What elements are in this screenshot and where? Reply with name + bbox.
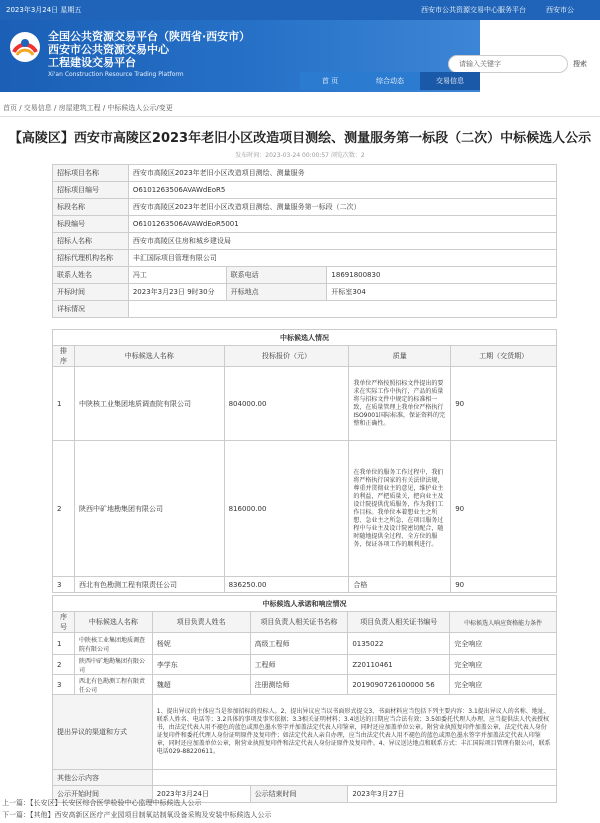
col-header: 工期（交货期） (451, 346, 557, 367)
person-cell: 魏超 (152, 675, 250, 695)
candidate-name: 陕西中矿地勘集团有限公司 (74, 441, 224, 577)
cert-cell: 工程师 (250, 655, 348, 675)
promise-table (52, 595, 557, 803)
label-cell: 详标情况 (53, 301, 129, 318)
table-row (53, 577, 557, 593)
col-header: 质量 (349, 346, 451, 367)
label-cell: 联系电话 (226, 267, 327, 284)
info-table (52, 164, 557, 318)
value-cell: 18691800830 (327, 267, 557, 284)
person-cell: 李学东 (152, 655, 250, 675)
page-title: 【高陵区】西安市高陵区2023年老旧小区改造项目测绘、测量服务第一标段（二次）中标候选人公示 (8, 131, 592, 146)
rank-cell: 1 (53, 367, 75, 441)
period-cell: 90 (451, 367, 557, 441)
rank-cell: 2 (53, 441, 75, 577)
next-article-link[interactable]: 下一篇：【其他】西安高新区医疗产业园项目制氧站制氧设备采购及安装中标候选人公示 (2, 811, 272, 819)
value-cell: 西安市高陵区住房和城乡建设局 (128, 233, 556, 250)
nav-trading[interactable]: 交易信息 (420, 72, 480, 90)
col-header: 项目负责人相关证书名称 (250, 612, 348, 633)
section-heading: 中标候选人情况 (53, 330, 557, 346)
candidate-name: 陕西中矿地勘集团有限公司 (74, 655, 152, 675)
label-cell: 提出异议的渠道和方式 (53, 695, 153, 770)
breadcrumb[interactable]: 首页 / 交易信息 / 房屋建筑工程 / 中标候选人公示/变更 (3, 104, 173, 112)
col-header: 排序 (53, 346, 75, 367)
quality-cell: 我单位严格按照招标文件提出的要求在实际工作中执行，产品的质量将与招标文件中规定的标准相一致，在质量管理上我单位严格执行ISO9001国际标准，保证资料的完整和正确性。 (349, 367, 451, 441)
col-header: 项目负责人姓名 (152, 612, 250, 633)
cert-no-cell: 0135022 (348, 633, 450, 655)
candidate-name: 西北有色勘测工程有限责任公司 (74, 577, 224, 593)
candidate-name: 中陕核工业集团地质调查院有限公司 (74, 633, 152, 655)
label-cell: 开标地点 (226, 284, 327, 301)
value-cell: 丰汇国际项目管理有限公司 (128, 250, 556, 267)
table-row (53, 695, 557, 770)
no-cell: 2 (53, 655, 75, 675)
period-cell: 90 (451, 577, 557, 593)
cert-cell: 高级工程师 (250, 633, 348, 655)
nav-news[interactable]: 综合动态 (376, 77, 404, 85)
center-title: 西安市公共资源交易中心 (48, 43, 169, 56)
quality-cell: 合格 (349, 577, 451, 593)
value-cell: O6101263506AVAWdEoR5001 (128, 216, 556, 233)
publish-meta: 发布时间：2023-03-24 00:00:57 浏览次数：2 (235, 152, 365, 159)
search-button[interactable]: 搜索 (573, 60, 587, 68)
col-header: 中标候选人响应资格能力条件 (450, 612, 557, 633)
response-cell: 完全响应 (450, 633, 557, 655)
quality-cell: 在我单位的服务工作过程中，我们将严格执行国家的有关法律法规，尊重并贯彻业主的意见，维护业主的利益，严把质量关，把向业主及设计院提供优质服务，作为我们工作目标。我单位本着想业主之所想、急业主之所急，在项目服务过程中与业主及设计院密切配合，随时随地提供全过程、全方位的服务，保证各项工作的顺利进行。 (349, 441, 451, 577)
top-bar (0, 0, 600, 20)
no-cell: 1 (53, 633, 75, 655)
price-cell: 816000.00 (224, 441, 349, 577)
english-title: Xi'an Construction Resource Trading Platform (48, 71, 184, 78)
site-logo-icon (8, 30, 42, 64)
value-cell (152, 770, 556, 786)
table-row (53, 367, 557, 441)
table-row (53, 441, 557, 577)
value-cell: 2023年3月23日 9时30分 (128, 284, 226, 301)
col-header: 中标候选人名称 (74, 346, 224, 367)
value-cell (128, 301, 556, 318)
label-cell: 招标项目编号 (53, 182, 129, 199)
rank-cell: 3 (53, 577, 75, 593)
person-cell: 杨妮 (152, 633, 250, 655)
value-cell: 西安市高陵区2023年老旧小区改造项目测绘、测量服务 (128, 165, 556, 182)
table-row (53, 675, 557, 695)
col-header: 序号 (53, 612, 75, 633)
xian-link[interactable]: 西安市公 (546, 6, 574, 14)
value-cell: O6101263506AVAWdEoR5 (128, 182, 556, 199)
period-cell: 90 (451, 441, 557, 577)
section-heading: 中标候选人承诺和响应情况 (53, 596, 557, 612)
col-header: 项目负责人相关证书编号 (348, 612, 450, 633)
table-row (53, 655, 557, 675)
value-cell: 2023年3月27日 (348, 786, 557, 803)
cert-cell: 注册测绘师 (250, 675, 348, 695)
trading-platform-title: 工程建设交易平台 (48, 56, 136, 69)
label-cell: 公示开始时间 (53, 786, 153, 803)
no-cell: 3 (53, 675, 75, 695)
col-header: 投标报价（元） (224, 346, 349, 367)
current-date: 2023年3月24日 星期五 (6, 6, 82, 14)
cert-no-cell: Z20110461 (348, 655, 450, 675)
search-input[interactable]: 请输入关键字 (448, 55, 568, 73)
price-cell: 836250.00 (224, 577, 349, 593)
label-cell: 其他公示内容 (53, 770, 153, 786)
label-cell: 标段编号 (53, 216, 129, 233)
candidates-table (52, 329, 557, 593)
cert-no-cell: 2019090726100000 56 (348, 675, 450, 695)
label-cell: 标段名称 (53, 199, 129, 216)
platform-title: 全国公共资源交易平台（陕西省·西安市） (48, 30, 251, 43)
candidate-name: 西北有色勘测工程有限责任公司 (74, 675, 152, 695)
col-header: 中标候选人名称 (74, 612, 152, 633)
main-nav (300, 72, 480, 90)
label-cell: 开标时间 (53, 284, 129, 301)
response-cell: 完全响应 (450, 675, 557, 695)
header-titles (48, 30, 250, 80)
label-cell: 招标人名称 (53, 233, 129, 250)
service-platform-link[interactable]: 西安市公共资源交易中心服务平台 (421, 6, 526, 14)
divider (0, 116, 600, 117)
candidate-name: 中陕核工业集团地质调查院有限公司 (74, 367, 224, 441)
label-cell: 招标代理机构名称 (53, 250, 129, 267)
value-cell: 开标室304 (327, 284, 557, 301)
prev-article-link[interactable]: 上一篇：【长安区】长安区综合医学检验中心监理中标候选人公示 (2, 799, 202, 807)
value-cell: 西安市高陵区2023年老旧小区改造项目测绘、测量服务第一标段（二次） (128, 199, 556, 216)
table-row (53, 633, 557, 655)
label-cell: 联系人姓名 (53, 267, 129, 284)
price-cell: 804000.00 (224, 367, 349, 441)
label-cell: 招标项目名称 (53, 165, 129, 182)
objection-text: 1、提出异议的主体应当是参加招标的投标人。2、提出异议应当以书面形式提交3、书面材料应当包括下列主要内容：3.1提出异议人的名称、地址、联系人姓名、电话等；3.2具体的事项及事实依据；3.3相关证明材料；3.4送达的日期应当合法有效；3.5如委托代理人办理，应当提供法人代表授权书，由法定代表人用不褪色的蓝色或黑色墨水签字并加盖法定代表人印鉴章，同时还应加盖单位公章。附营业执照复印件加盖公章，法定代表人身份证复印件和委托代理人身份证明原件及复印件；如法定代表人亲自办理，应当由法定代表人用不褪色的蓝色或黑色墨水签字并加盖法定代表人印鉴章，同时还应加盖单位公章，附营业执照复印件和法定代表人身份证原件及复印件。4、异议送达地点和联系方式：丰汇国际项目管理有限公司，联系电话029-88220611。 (152, 695, 556, 770)
response-cell: 完全响应 (450, 655, 557, 675)
table-row (53, 770, 557, 786)
nav-home[interactable]: 首 页 (321, 77, 339, 85)
value-cell: 冯工 (128, 267, 226, 284)
label-cell: 公示结束时间 (250, 786, 348, 803)
value-cell: 2023年3月24日 (152, 786, 250, 803)
